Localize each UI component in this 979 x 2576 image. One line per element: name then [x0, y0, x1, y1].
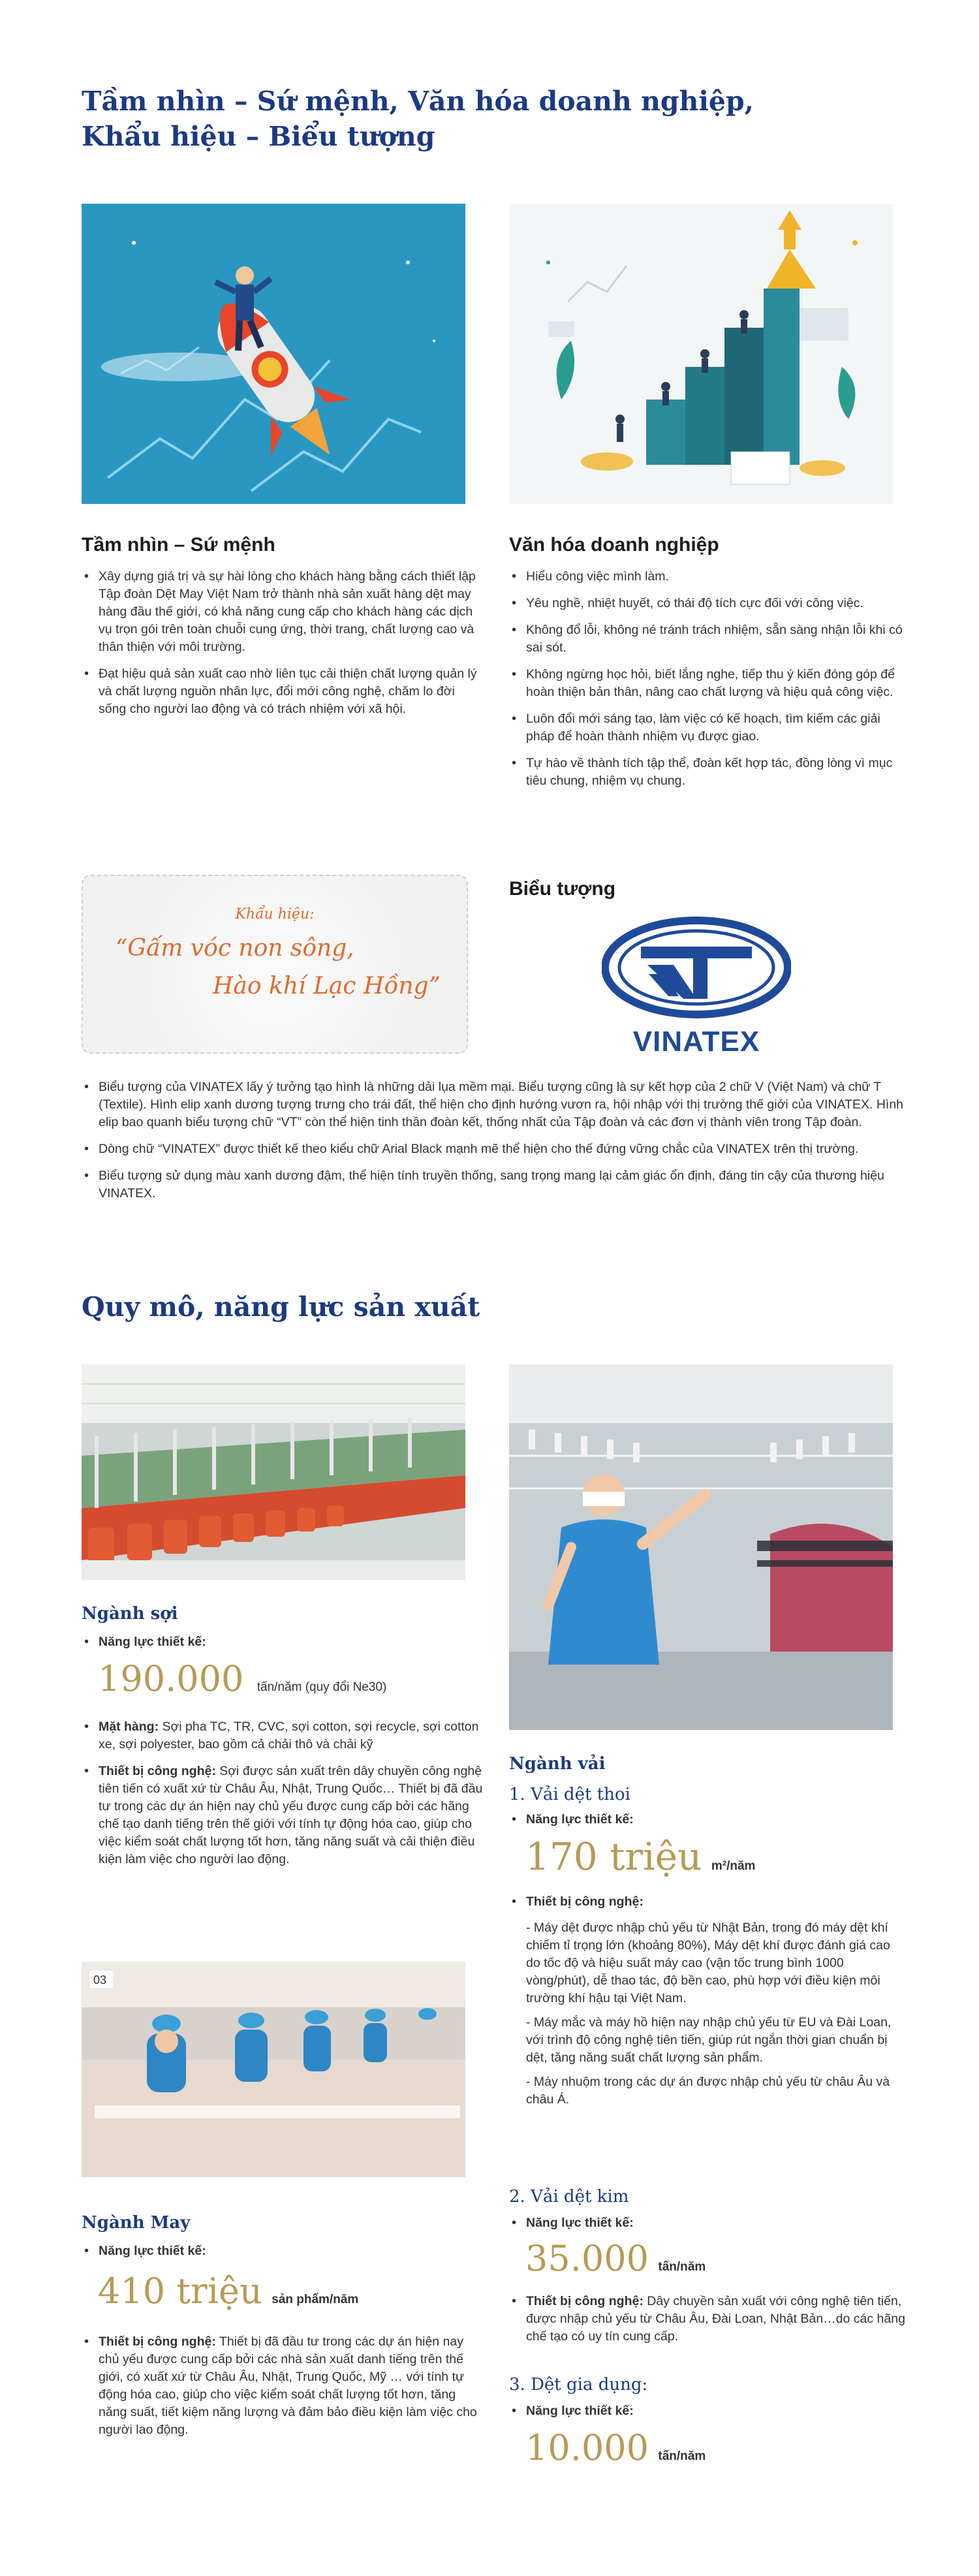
- knit-tech: [509, 2293, 911, 2355]
- woven-tech-item: [526, 1893, 911, 1911]
- fabric-factory-photo: [509, 1364, 893, 1730]
- home-capacity-item: [526, 2402, 911, 2420]
- woven-title: 1. Vải dệt thoi: [509, 1785, 630, 1804]
- culture-item: • Luôn đổi mới sáng tạo, làm việc có kế hoạch, tìm kiếm các giải pháp để hoàn thành nhiệm vụ được giao.: [526, 710, 911, 746]
- yarn-cap-label: Năng lực thiết kế:: [99, 1635, 206, 1649]
- slogan-line2: Hào khí Lạc Hồng”: [213, 973, 441, 999]
- yarn-capacity: [82, 1633, 484, 1660]
- garment-cap-label: Năng lực thiết kế:: [99, 2244, 206, 2258]
- woven-tech-details: [526, 1919, 893, 2109]
- home-cap-label: Năng lực thiết kế:: [526, 2404, 634, 2418]
- garment-factory-photo: [82, 1962, 465, 2177]
- knit-capacity: [509, 2214, 911, 2241]
- vision-illustration: [82, 204, 465, 504]
- culture-heading: Văn hóa doanh nghiệp: [509, 534, 719, 556]
- culture-illustration: [509, 204, 893, 504]
- symbol-item: • Biểu tượng của VINATEX lấy ý tưởng tạo hình là những dải lụa mềm mại. Biểu tượng cũng là sự kết hợp của 2 chữ V (Việt Nam) và chữ T (Textile). Hình elip xanh dương tượng trưng cho trái đất, thể hiện cho định hướng vươn ra, hội nhập với thị trường thế giới của VINATEX. Hình elip bao quanh biểu tượng chữ “VT” còn thể hiện tinh thần đoàn kết, thống nhất của Tập đoàn và các đơn vị thành viên trong Tập đoàn.: [99, 1078, 911, 1131]
- culture-item: • Không ngừng học hỏi, biết lắng nghe, tiếp thu ý kiến đóng góp để hoàn thiện bản thân, nâng cao chất lượng và hiệu quả công việc.: [526, 666, 911, 701]
- yarn-goods-text: Sợi pha TC, TR, CVC, sợi cotton, sợi recycle, sợi cotton xe, sợi polyester, bao gồm cả chải thô và chải kỹ: [99, 1720, 479, 1751]
- knit-tech-text: Dây chuyền sản xuất với công nghệ tiên tiến, được nhập chủ yếu từ Châu Âu, Đài Loan, Nhật Bản…do các hãng chế tạo có uy tín cung cấp.: [526, 2294, 905, 2344]
- yarn-capacity-item: [99, 1633, 484, 1651]
- vinatex-logo-text: VINATEX: [632, 1026, 760, 1058]
- knit-title: 2. Vải dệt kim: [509, 2187, 629, 2207]
- page-title-line1: Tầm nhìn – Sứ mệnh, Văn hóa doanh nghiệp,: [82, 86, 754, 117]
- yarn-factory-photo: [82, 1364, 465, 1580]
- knit-capacity-item: [526, 2214, 911, 2232]
- home-capacity: [509, 2402, 911, 2429]
- garment-tech-item: [99, 2333, 484, 2439]
- garment-tech-text: Thiết bị đã đầu tư trong các dự án hiện nay chủ yếu được cung cấp bởi các nhà sản xuất danh tiếng trên thế giới, có xuất xứ từ Châu Âu, Nhật, Trung Quốc, Mỹ … với tính tự động hóa cao, giúp cho việc kiểm soát chất lượng tốt hơn, tăng năng suất, tiết kiệm năng lượng và đảm bảo điều kiện làm việc cho người lao động.: [99, 2334, 477, 2437]
- yarn-tech-label: Thiết bị công nghệ:: [99, 1764, 216, 1778]
- yarn-goods-item: [99, 1718, 484, 1753]
- slogan-line1: “Gấm vóc non sông,: [116, 935, 354, 962]
- vinatex-logo: [602, 915, 791, 1059]
- culture-item: • Không đổ lỗi, không né tránh trách nhiệm, sẵn sàng nhận lỗi khi có sai sót.: [526, 621, 911, 657]
- yarn-cap-unit: tấn/năm (quy đổi Ne30): [256, 1680, 387, 1694]
- culture-item: • Tự hào về thành tích tập thể, đoàn kết hợp tác, đồng lòng vì mục tiêu chung, nhiệm vụ chung.: [526, 755, 911, 790]
- garment-capacity-value-row: [98, 2270, 358, 2312]
- garment-capacity: [82, 2242, 484, 2269]
- woven-tech: [509, 1893, 911, 1920]
- woven-capacity-item: [526, 1811, 911, 1829]
- vision-list: [82, 568, 484, 727]
- woven-cap-label: Năng lực thiết kế:: [526, 1812, 634, 1827]
- symbol-item: • Dòng chữ “VINATEX” được thiết kế theo kiểu chữ Arial Black mạnh mẽ thể hiện cho thế đứng vững chắc của VINATEX trên thị trường.: [99, 1140, 911, 1158]
- yarn-detail-list: [82, 1718, 484, 1877]
- page-title: [82, 84, 865, 154]
- yarn-tech-text: Sợi được sản xuất trên dây chuyền công nghệ tiên tiến có xuất xứ từ Châu Âu, Nhật, Trung Quốc… Thiết bị đã đầu tư trong các dự án hiện nay chủ yếu được cung cấp bởi các hãng chế tạo danh tiếng trên thế giới với tính tự động hóa cao, giúp cho việc kiểm soát chất lượng tốt hơn, tăng năng suất và cải thiện điều kiện làm việc cho người lao động.: [99, 1764, 483, 1866]
- knit-cap-value: 35.000: [525, 2238, 649, 2279]
- home-cap-unit: tấn/năm: [658, 2449, 706, 2463]
- woven-cap-value: 170 triệu: [525, 1834, 702, 1879]
- garment-cap-value: 410 triệu: [98, 2270, 262, 2312]
- woven-tech-detail: - Máy mắc và máy hồ hiện nay nhập chủ yếu từ EU và Đài Loan, với trình độ công nghệ tiên tiến, giúp rút ngắn thời gian chuẩn bị dệt, tăng năng suất chất lượng sản phẩm.: [526, 2015, 892, 2065]
- slogan-label: Khẩu hiệu:: [235, 906, 315, 922]
- yarn-cap-value: 190.000: [98, 1658, 244, 1699]
- fabric-heading: Ngành vải: [509, 1754, 606, 1774]
- garment-tech-label: Thiết bị công nghệ:: [99, 2334, 216, 2349]
- knit-cap-unit: tấn/năm: [658, 2260, 706, 2274]
- vision-heading: Tầm nhìn – Sứ mệnh: [82, 534, 275, 556]
- garment-heading: Ngành May: [82, 2213, 191, 2233]
- knit-tech-item: [526, 2293, 911, 2346]
- symbol-item: • Biểu tượng sử dụng màu xanh dương đậm, thể hiện tính truyền thống, sang trọng mang lại cảm giác ổn định, đáng tin cậy của thương hiệu VINATEX.: [99, 1167, 911, 1202]
- garment-capacity-item: [99, 2242, 484, 2260]
- woven-tech-detail: - Máy dệt được nhập chủ yếu từ Nhật Bản, trong đó máy dệt khí chiếm tỉ trọng lớn (khoảng 80%), Máy dệt khí được đánh giá cao do tốc độ và hiệu suất máy cao (vận tốc trung bình 1000 vòng/phút), dễ thao tác, độ bền cao, phù hợp với điều kiện môi trường khí hậu tại Việt Nam.: [526, 1921, 890, 2005]
- garment-detail-list: [82, 2333, 484, 2448]
- knit-cap-label: Năng lực thiết kế:: [526, 2216, 634, 2230]
- yarn-goods-label: Mặt hàng:: [99, 1720, 159, 1734]
- culture-item: • Yêu nghề, nhiệt huyết, có thái độ tích cực đối với công việc.: [526, 595, 911, 612]
- woven-capacity: [509, 1811, 911, 1838]
- home-capacity-value-row: [525, 2427, 706, 2468]
- symbol-heading: Biểu tượng: [509, 878, 616, 900]
- slogan-box: [82, 875, 468, 1054]
- culture-item: • Hiểu công việc mình làm.: [526, 568, 911, 586]
- vision-item: • Đạt hiệu quả sản xuất cao nhờ liên tục cải thiện chất lượng quản lý và chất lượng nguồn nhân lực, đổi mới công nghệ, chăm lo đời sống cho người lao động và có trách nhiệm với xã hội.: [99, 665, 484, 718]
- woven-tech-detail: - Máy nhuộm trong các dự án được nhập chủ yếu từ châu Âu và châu Á.: [526, 2075, 890, 2107]
- section-title-production: Quy mô, năng lực sản xuất: [82, 1291, 480, 1323]
- yarn-capacity-value-row: [98, 1658, 386, 1699]
- symbol-list: [82, 1078, 911, 1212]
- woven-tech-label: Thiết bị công nghệ:: [526, 1894, 644, 1909]
- vinatex-logo-mark: [602, 915, 791, 1020]
- woven-cap-unit: m²/năm: [711, 1859, 756, 1873]
- garment-cap-unit: sản phẩm/năm: [272, 2293, 359, 2306]
- vision-item: • Xây dựng giá trị và sự hài lòng cho khách hàng bằng cách thiết lập Tập đoàn Dệt May Việt Nam trở thành nhà sản xuất hàng dệt may hàng đầu thế giới, có khả năng cung cấp cho khách hàng các dịch vụ trọn gói trên toàn chuỗi cung ứng, thời trang, chất lượng cao và thân thiện với môi trường.: [99, 568, 484, 656]
- yarn-heading: Ngành sợi: [82, 1604, 178, 1624]
- woven-capacity-value-row: [525, 1834, 755, 1879]
- knit-tech-label: Thiết bị công nghệ:: [526, 2294, 644, 2308]
- page-title-line2: Khẩu hiệu – Biểu tượng: [82, 121, 435, 152]
- home-textile-title: 3. Dệt gia dụng:: [509, 2375, 648, 2395]
- knit-capacity-value-row: [525, 2238, 706, 2279]
- home-cap-value: 10.000: [525, 2427, 649, 2468]
- culture-list: [509, 568, 911, 799]
- garment-photo-tag: 03: [93, 1973, 107, 1987]
- yarn-tech-item: [99, 1763, 484, 1868]
